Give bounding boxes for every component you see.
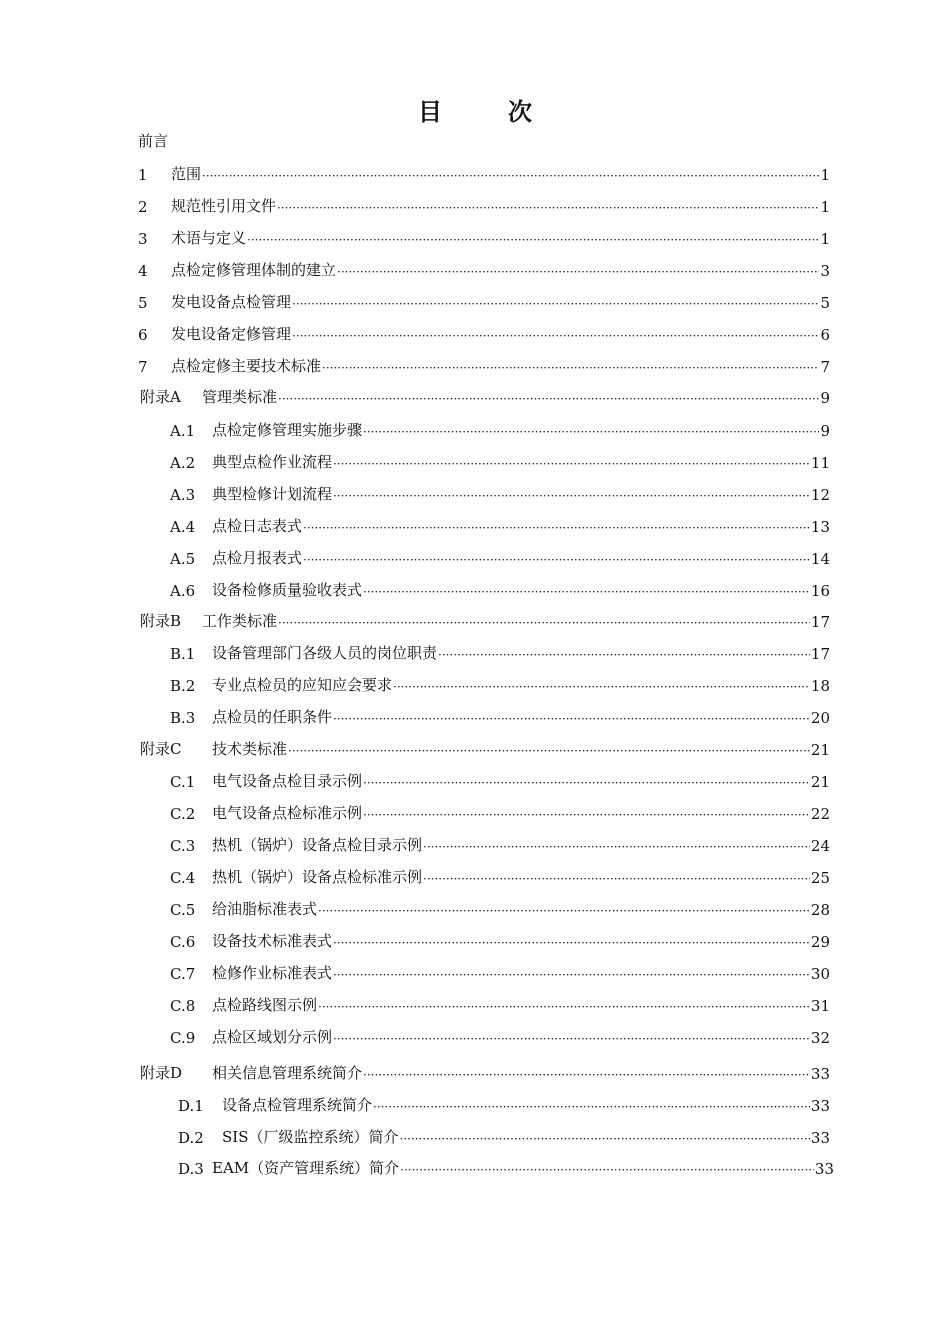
toc-entry-number: C.5 [170, 901, 196, 919]
toc-entry-number: B.1 [170, 645, 196, 663]
toc-entry-label: 电气设备点检目录示例 [212, 772, 363, 790]
toc-entry-page: 33 [810, 1097, 830, 1115]
dot-leader [400, 1163, 814, 1178]
toc-entry-page: 17 [810, 613, 830, 631]
toc-entry[interactable] [170, 578, 830, 600]
toc-entry[interactable] [170, 897, 830, 919]
toc-entry-number: 2 [138, 198, 148, 216]
toc-entry-label: 设备点检管理系统简介 [222, 1096, 373, 1114]
dot-leader [277, 201, 819, 216]
dot-leader [202, 169, 819, 184]
toc-entry[interactable] [170, 514, 830, 536]
toc-entry-label: 范围 [171, 165, 202, 183]
toc-entry-label: 工作类标准 [202, 612, 278, 630]
toc-entry[interactable] [170, 801, 830, 823]
toc-entry-page: 30 [810, 965, 830, 983]
title-char-2: 次 [508, 97, 532, 126]
toc-entry-page: 13 [810, 518, 830, 536]
dot-leader [363, 776, 810, 791]
dot-leader [423, 872, 810, 887]
toc-entry-page: 33 [810, 1065, 830, 1083]
dot-leader [363, 425, 819, 440]
toc-entry-page: 20 [810, 709, 830, 727]
toc-entry-number: A.5 [170, 550, 196, 568]
toc-entry-number: A.2 [170, 454, 196, 472]
toc-entry-label: 热机（锅炉）设备点检标准示例 [212, 868, 423, 886]
toc-entry-number: B.2 [170, 677, 196, 695]
toc-entry-number: D.1 [178, 1097, 204, 1115]
toc-entry-number: A.6 [170, 582, 196, 600]
toc-entry[interactable] [170, 641, 830, 663]
toc-entry-label: 设备检修质量验收表式 [212, 581, 363, 599]
toc-entry-label: 典型检修计划流程 [212, 485, 333, 503]
toc-entry-label: 发电设备点检管理 [171, 293, 292, 311]
dot-leader [333, 457, 810, 472]
toc-entry-label: 设备管理部门各级人员的岗位职责 [212, 644, 438, 662]
toc-entry-number: C.2 [170, 805, 196, 823]
toc-entry[interactable] [138, 354, 830, 376]
dot-leader [303, 553, 810, 568]
dot-leader [288, 744, 810, 759]
toc-entry-number: C.9 [170, 1029, 196, 1047]
toc-entry-number: A.4 [170, 518, 196, 536]
toc-entry-number: D.2 [178, 1129, 204, 1147]
toc-entry-label: 检修作业标准表式 [212, 964, 333, 982]
toc-entry[interactable] [170, 929, 830, 951]
toc-entry-label: 点检日志表式 [212, 517, 303, 535]
toc-entry[interactable] [170, 1025, 830, 1047]
toc-entry[interactable] [140, 737, 830, 759]
toc-entry-label: EAM（资产管理系统）简介 [212, 1159, 400, 1177]
toc-entry-page: 11 [810, 454, 830, 472]
dot-leader [423, 840, 810, 855]
dot-leader [438, 648, 810, 663]
dot-leader [292, 329, 819, 344]
toc-entry[interactable] [170, 769, 830, 791]
toc-entry-page: 21 [810, 773, 830, 791]
dot-leader [278, 392, 819, 407]
toc-entry[interactable] [170, 450, 830, 472]
toc-entry-label: 热机（锅炉）设备点检目录示例 [212, 836, 423, 854]
toc-entry-label: 电气设备点检标准示例 [212, 804, 363, 822]
toc-entry-label: 设备技术标准表式 [212, 932, 333, 950]
toc-entry-page: 24 [810, 837, 830, 855]
toc-entry-page: 3 [820, 262, 830, 280]
toc-entry-page: 32 [810, 1029, 830, 1047]
toc-entry[interactable] [138, 322, 830, 344]
page-title [0, 92, 950, 127]
toc-entry-number: D.3 [178, 1160, 204, 1178]
dot-leader [318, 904, 810, 919]
toc-entry-number: A.1 [170, 422, 196, 440]
toc-entry-number: 7 [138, 358, 148, 376]
dot-leader [363, 808, 810, 823]
toc-entry[interactable] [170, 705, 830, 727]
toc-entry-page: 28 [810, 901, 830, 919]
toc-entry-label: 发电设备定修管理 [171, 325, 292, 343]
toc-entry-label: 典型点检作业流程 [212, 453, 333, 471]
toc-entry-number: 6 [138, 326, 148, 344]
toc-entry-page: 18 [810, 677, 830, 695]
toc-entry[interactable] [138, 290, 830, 312]
toc-entry-page: 12 [810, 486, 830, 504]
toc-entry-page: 22 [810, 805, 830, 823]
toc-entry-label: 点检月报表式 [212, 549, 303, 567]
toc-entry-number: C.6 [170, 933, 196, 951]
toc-entry-page: 29 [810, 933, 830, 951]
toc-entry[interactable] [138, 226, 830, 248]
toc-entry-label: 专业点检员的应知应会要求 [212, 676, 393, 694]
toc-entry-page: 5 [820, 294, 830, 312]
toc-entry-page: 21 [810, 741, 830, 759]
toc-entry-page: 33 [810, 1129, 830, 1147]
dot-leader [333, 712, 810, 727]
toc-entry-number: A.3 [170, 486, 196, 504]
toc-entry-label: SIS（厂级监控系统）简介 [222, 1128, 399, 1146]
toc-entry-number: C.8 [170, 997, 196, 1015]
toc-entry-page: 25 [810, 869, 830, 887]
dot-leader [322, 361, 819, 376]
dot-leader [247, 233, 819, 248]
toc-entry[interactable] [138, 258, 830, 280]
toc-entry-number: B.3 [170, 709, 196, 727]
toc-entry-number: 附录C [140, 740, 182, 758]
toc-entry[interactable] [170, 482, 830, 504]
toc-entry[interactable] [170, 673, 830, 695]
toc-entry-page: 14 [810, 550, 830, 568]
toc-entry[interactable] [178, 1156, 834, 1178]
toc-entry[interactable] [138, 194, 830, 216]
toc-entry-label: 点检定修管理体制的建立 [171, 261, 337, 279]
toc-entry-page: 16 [810, 582, 830, 600]
toc-entry[interactable] [178, 1125, 830, 1147]
dot-leader [318, 1000, 810, 1015]
toc-entry[interactable] [140, 609, 830, 631]
dot-leader [337, 265, 819, 280]
toc-entry-page: 6 [820, 326, 830, 344]
dot-leader [399, 1132, 809, 1147]
toc-entry-number: C.7 [170, 965, 196, 983]
toc-entry-label: 点检定修管理实施步骤 [212, 421, 363, 439]
dot-leader [333, 489, 810, 504]
toc-entry-label: 点检路线图示例 [212, 996, 318, 1014]
toc-entry-number: C.1 [170, 773, 196, 791]
toc-entry-page: 9 [820, 422, 830, 440]
toc-entry-label: 点检定修主要技术标准 [171, 357, 322, 375]
toc-entry[interactable] [170, 833, 830, 855]
toc-entry-label: 术语与定义 [171, 229, 247, 247]
toc-entry-number: C.3 [170, 837, 196, 855]
toc-entry-number: 4 [138, 262, 148, 280]
toc-entry[interactable] [170, 961, 830, 983]
toc-entry[interactable] [170, 546, 830, 568]
dot-leader [333, 936, 810, 951]
toc-entry[interactable] [170, 418, 830, 440]
toc-entry-number: 附录B [140, 612, 182, 630]
dot-leader [333, 968, 810, 983]
toc-entry-label: 点检员的任职条件 [212, 708, 333, 726]
dot-leader [278, 616, 810, 631]
dot-leader [363, 1068, 810, 1083]
toc-entry[interactable] [138, 162, 830, 184]
toc-entry-label: 点检区域划分示例 [212, 1028, 333, 1046]
toc-entry-number: 5 [138, 294, 148, 312]
toc-entry[interactable] [178, 1093, 830, 1115]
toc-entry-label: 规范性引用文件 [171, 197, 277, 215]
dot-leader [292, 297, 819, 312]
toc-entry-page: 1 [820, 230, 830, 248]
toc-entry-label: 相关信息管理系统简介 [212, 1064, 363, 1082]
toc-entry-number: 附录D [140, 1064, 183, 1082]
toc-entry[interactable] [170, 865, 830, 887]
toc-entry-page: 9 [820, 389, 830, 407]
toc-entry-label: 技术类标准 [212, 740, 288, 758]
toc-entry-page: 7 [820, 358, 830, 376]
dot-leader [393, 680, 810, 695]
toc-entry-label: 管理类标准 [202, 388, 278, 406]
dot-leader [333, 1032, 810, 1047]
toc-entry[interactable] [170, 993, 830, 1015]
toc-entry-page: 1 [820, 166, 830, 184]
toc-entry-page: 17 [810, 645, 830, 663]
toc-entry-page: 33 [814, 1160, 834, 1178]
toc-entry-page: 31 [810, 997, 830, 1015]
dot-leader [373, 1100, 810, 1115]
toc-entry[interactable] [140, 1061, 830, 1083]
toc-entry-number: C.4 [170, 869, 196, 887]
toc-entry-number: 1 [138, 166, 148, 184]
toc-entry[interactable] [140, 385, 830, 407]
dot-leader [363, 585, 810, 600]
dot-leader [303, 521, 810, 536]
toc-preface[interactable]: 前言 [138, 132, 169, 150]
toc-entry-page: 1 [820, 198, 830, 216]
toc-entry-label: 给油脂标准表式 [212, 900, 318, 918]
toc-entry-number: 3 [138, 230, 148, 248]
title-char-1: 目 [418, 97, 442, 126]
toc-entry-number: 附录A [140, 388, 181, 406]
